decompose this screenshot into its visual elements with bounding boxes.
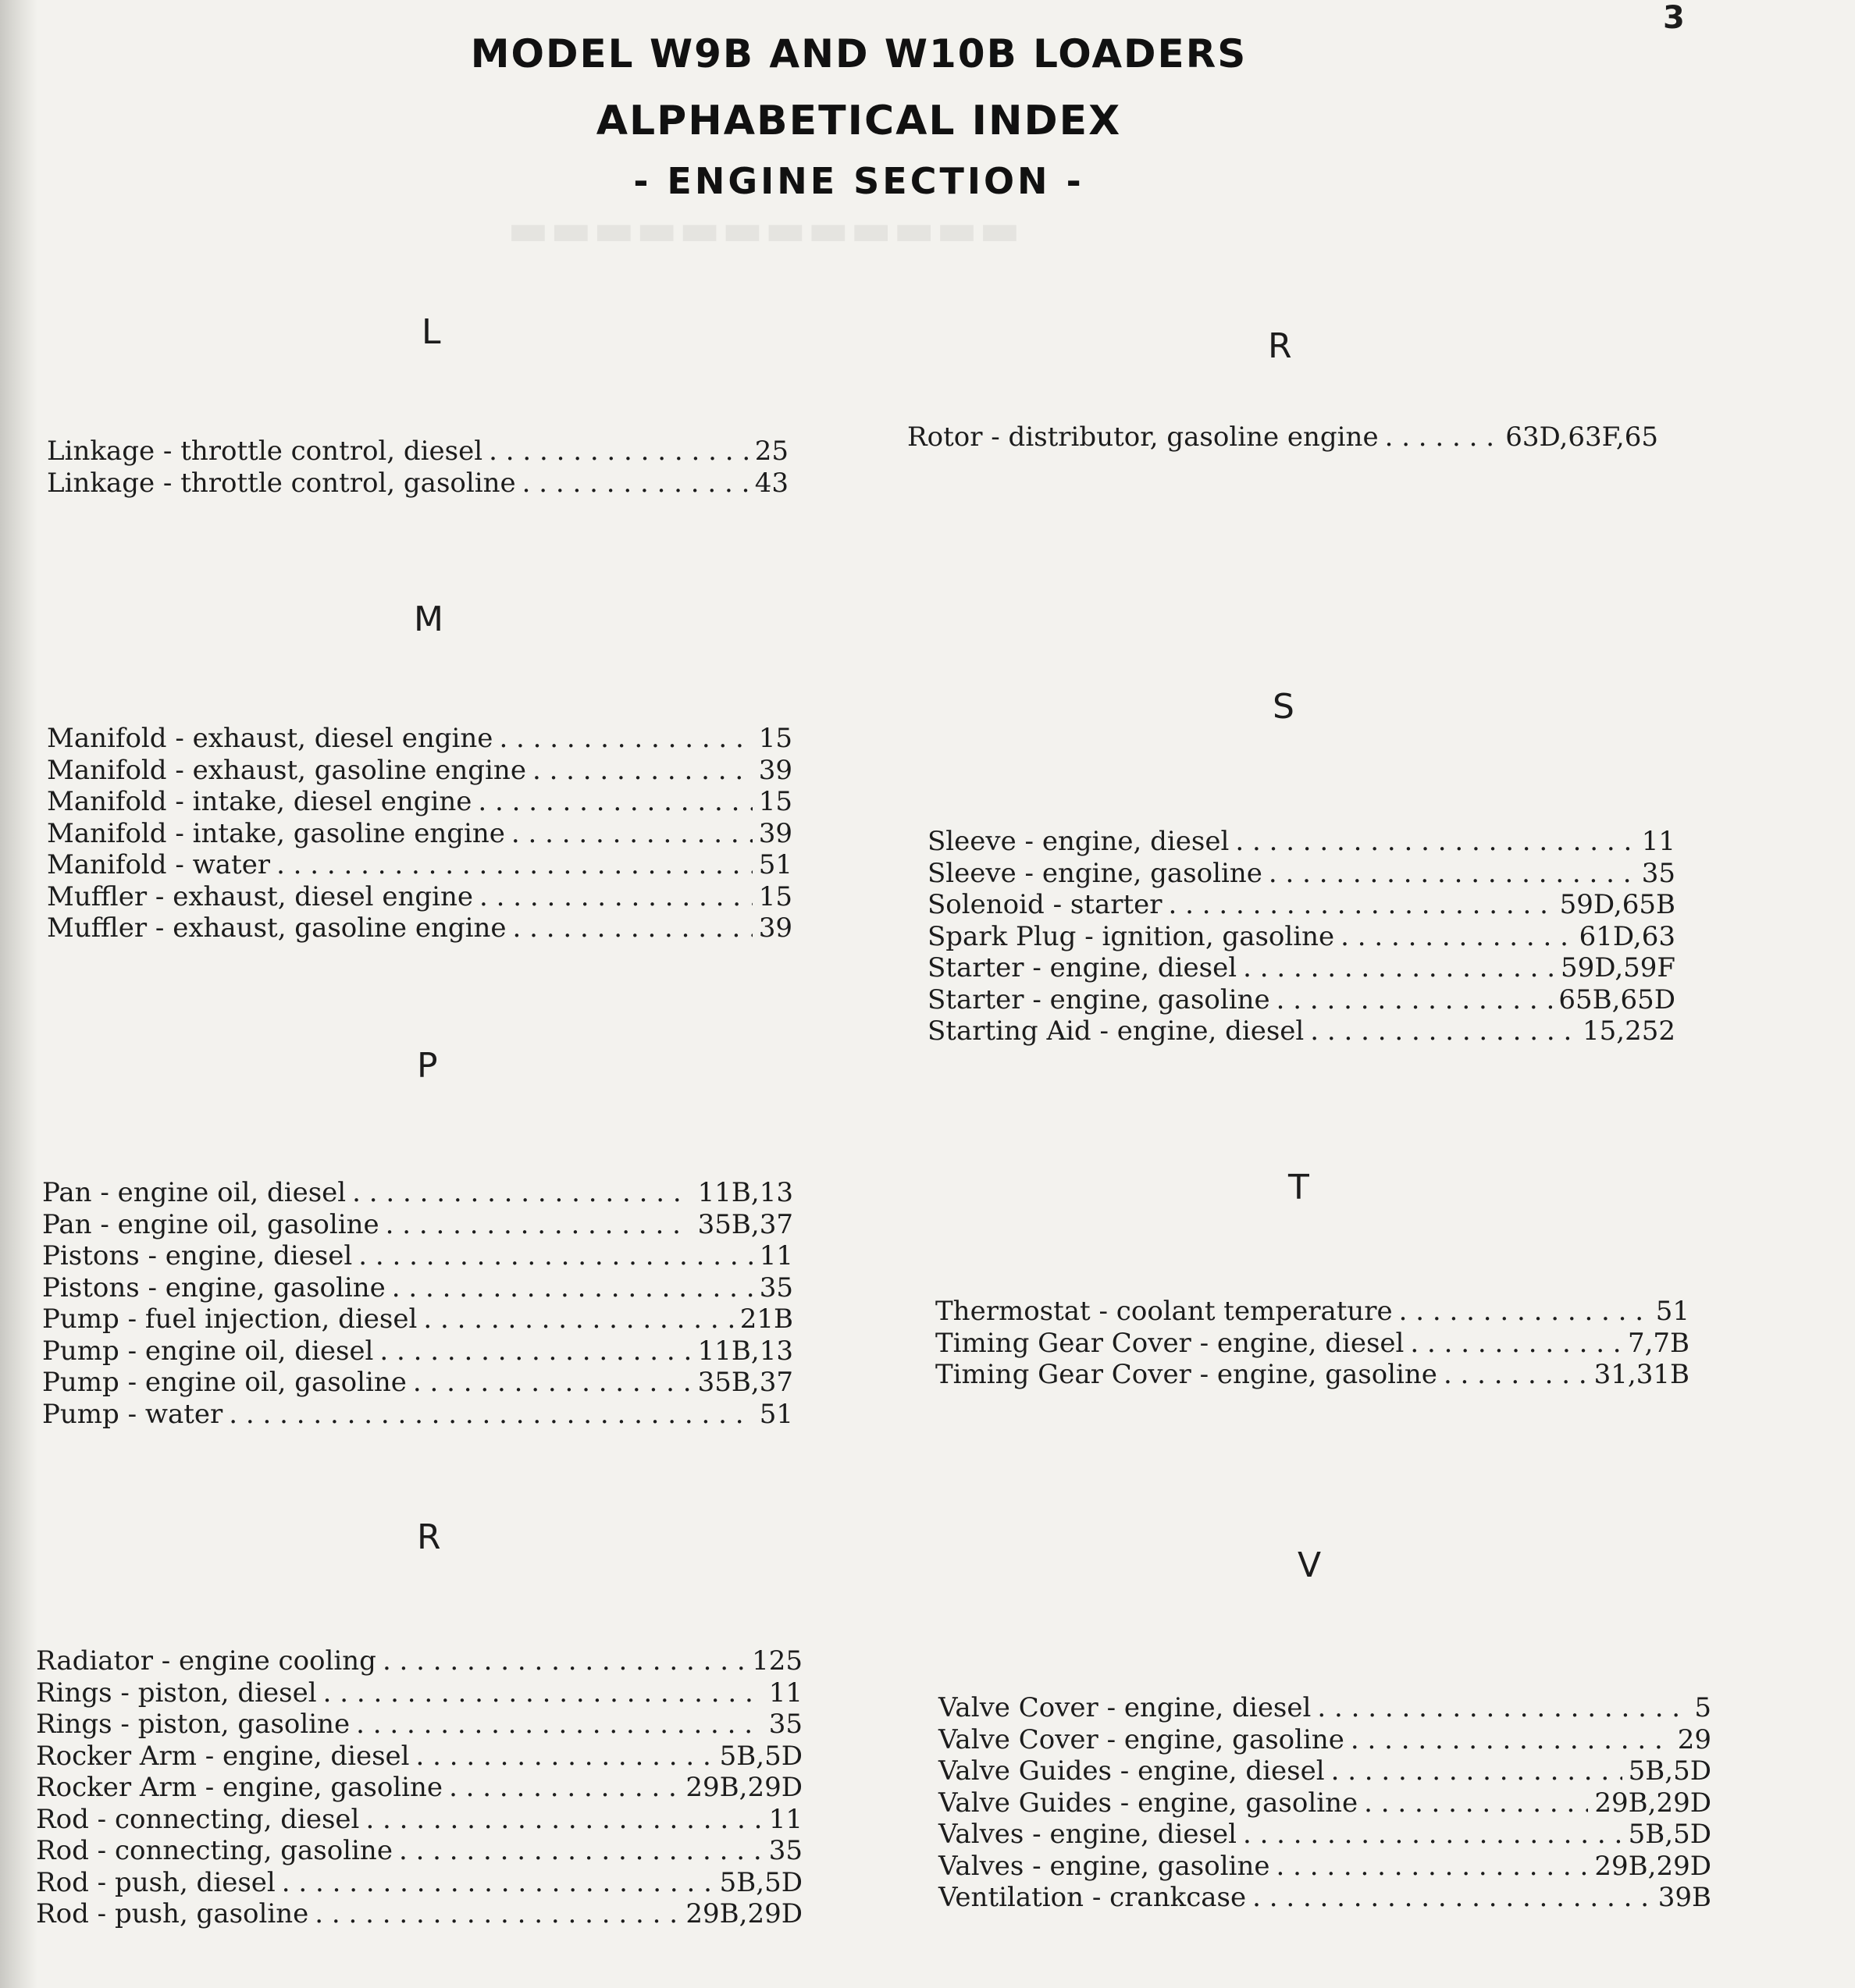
index-entry	[938, 1851, 1711, 1883]
entry-page: 5B,5D	[1628, 1755, 1711, 1787]
entry-page: 11	[759, 1240, 793, 1271]
index-entry	[42, 1240, 793, 1272]
entry-page: 29B,29D	[1594, 1850, 1711, 1882]
entry-text: Pump - water	[42, 1398, 223, 1430]
book-spine-shadow	[0, 0, 37, 1988]
entry-page: 29B,29D	[685, 1772, 803, 1803]
index-entry	[36, 1804, 803, 1836]
entry-page: 7,7B	[1627, 1327, 1689, 1359]
entry-text: Muffler - exhaust, gasoline engine	[47, 912, 507, 944]
entry-text: Ventilation - crankcase	[938, 1882, 1247, 1913]
index-entry	[47, 881, 792, 913]
entry-text: Linkage - throttle control, diesel	[47, 436, 483, 467]
entry-page: 51	[759, 1398, 793, 1430]
index-entry	[36, 1709, 803, 1741]
index-entry	[36, 1835, 803, 1867]
entry-page: 35	[759, 1271, 793, 1303]
index-entry	[42, 1209, 793, 1241]
entry-page: 35B,37	[697, 1208, 793, 1240]
entry-page: 11B,13	[697, 1177, 793, 1208]
entry-text: Rocker Arm - engine, gasoline	[36, 1772, 443, 1803]
section-letter: R	[417, 1517, 441, 1557]
section-letter: P	[417, 1046, 438, 1086]
index-entry	[42, 1367, 793, 1399]
entry-text: Pump - engine oil, diesel	[42, 1335, 374, 1367]
entry-text: Starter - engine, diesel	[928, 952, 1237, 983]
index-entry	[47, 723, 792, 755]
entry-text: Manifold - intake, diesel engine	[47, 786, 472, 817]
entry-text: Timing Gear Cover - engine, diesel	[935, 1327, 1405, 1359]
index-entry	[938, 1724, 1711, 1756]
entry-text: Starting Aid - engine, diesel	[928, 1015, 1305, 1047]
index-entry	[42, 1335, 793, 1367]
entry-text: Sleeve - engine, diesel	[928, 826, 1230, 857]
index-entry	[47, 786, 792, 818]
index-entry	[47, 436, 789, 468]
entry-text: Radiator - engine cooling	[36, 1645, 376, 1677]
entry-page: 29B,29D	[1594, 1787, 1711, 1819]
entry-page: 15	[758, 786, 792, 817]
entry-text: Valve Cover - engine, diesel	[938, 1692, 1312, 1723]
index-entry	[928, 826, 1675, 858]
index-entry	[42, 1272, 793, 1304]
index-entry	[938, 1692, 1711, 1724]
section-letter: M	[414, 599, 443, 639]
index-entry	[928, 952, 1675, 984]
entry-text: Valves - engine, diesel	[938, 1819, 1237, 1850]
entry-text: Rod - connecting, diesel	[36, 1803, 360, 1835]
index-entry	[36, 1677, 803, 1709]
entry-page: 29B,29D	[685, 1898, 803, 1929]
index-entry	[36, 1898, 803, 1930]
entry-text: Manifold - exhaust, diesel engine	[47, 723, 493, 754]
entry-page: 59D,59F	[1561, 952, 1675, 983]
index-entry	[36, 1867, 803, 1899]
entry-page: 35	[768, 1709, 803, 1740]
entry-page: 11	[768, 1677, 803, 1709]
entry-page: 35	[1641, 857, 1675, 889]
entry-page: 25	[754, 436, 789, 467]
entry-page: 61D,63	[1579, 920, 1675, 952]
entry-text: Valve Guides - engine, gasoline	[938, 1787, 1358, 1819]
section-title: - ENGINE SECTION -	[633, 160, 1084, 202]
entry-page: 5	[1694, 1692, 1711, 1723]
section-letter: V	[1298, 1545, 1322, 1585]
entry-text: Linkage - throttle control, gasoline	[47, 467, 516, 499]
index-entry	[928, 858, 1675, 890]
entry-text: Pump - fuel injection, diesel	[42, 1303, 418, 1335]
entry-text: Spark Plug - ignition, gasoline	[928, 920, 1335, 952]
entry-page: 39	[758, 817, 792, 849]
entry-text: Valve Guides - engine, diesel	[938, 1755, 1325, 1787]
entry-text: Valves - engine, gasoline	[938, 1850, 1270, 1882]
entry-page: 5B,5D	[1628, 1819, 1711, 1850]
entry-text: Rotor - distributor, gasoline engine	[907, 421, 1379, 453]
entry-text: Sleeve - engine, gasoline	[928, 857, 1262, 889]
entry-text: Timing Gear Cover - engine, gasoline	[935, 1359, 1437, 1390]
section-letter: R	[1268, 326, 1292, 366]
entry-text: Muffler - exhaust, diesel engine	[47, 880, 473, 912]
index-entry	[36, 1772, 803, 1804]
entry-page: 15	[758, 880, 792, 912]
entry-page: 31,31B	[1593, 1359, 1689, 1390]
index-entry	[928, 1015, 1675, 1047]
section-letter: S	[1273, 687, 1294, 727]
entry-text: Manifold - water	[47, 849, 271, 880]
entry-page: 15	[758, 723, 792, 754]
index-entry	[935, 1296, 1689, 1328]
entry-page: 39B	[1657, 1882, 1711, 1913]
entry-page: 39	[758, 912, 792, 944]
entry-text: Starter - engine, gasoline	[928, 983, 1270, 1015]
show-through-text: ▬▬▬▬▬▬▬▬▬▬▬▬	[507, 211, 1022, 261]
entry-page: 39	[758, 754, 792, 786]
entry-text: Pan - engine oil, diesel	[42, 1177, 347, 1208]
index-entry	[935, 1328, 1689, 1360]
index-entry	[938, 1755, 1711, 1787]
entry-text: Rings - piston, diesel	[36, 1677, 317, 1709]
entry-page: 43	[754, 467, 789, 499]
index-entry	[47, 849, 792, 881]
entry-page: 59D,65B	[1559, 889, 1675, 920]
section-letter: T	[1288, 1168, 1309, 1207]
entry-text: Pump - engine oil, gasoline	[42, 1367, 407, 1398]
index-entry	[47, 818, 792, 850]
index-entry	[36, 1645, 803, 1677]
index-entry	[928, 921, 1675, 953]
entry-page: 35B,37	[697, 1367, 793, 1398]
entry-text: Rod - push, diesel	[36, 1866, 276, 1898]
entry-page: 15,252	[1583, 1015, 1675, 1047]
page-number: 3	[1663, 0, 1685, 36]
entry-page: 11	[1641, 826, 1675, 857]
index-entry	[42, 1399, 793, 1431]
entry-page: 35	[768, 1835, 803, 1866]
entry-page: 21B	[739, 1303, 793, 1335]
index-entry	[935, 1359, 1689, 1391]
entry-text: Pistons - engine, gasoline	[42, 1271, 386, 1303]
index-entry	[938, 1819, 1711, 1851]
index-entry	[42, 1303, 793, 1335]
index-entry	[47, 468, 789, 500]
entry-text: Pan - engine oil, gasoline	[42, 1208, 379, 1240]
entry-page: 5B,5D	[719, 1866, 803, 1898]
index-entry	[928, 984, 1675, 1016]
index-title: ALPHABETICAL INDEX	[596, 98, 1122, 144]
entry-page: 51	[758, 849, 792, 880]
entry-text: Rod - push, gasoline	[36, 1898, 309, 1929]
entry-text: Manifold - intake, gasoline engine	[47, 817, 505, 849]
index-entry	[47, 755, 792, 787]
entry-page: 11	[768, 1803, 803, 1835]
index-entry	[907, 421, 1658, 453]
entry-text: Valve Cover - engine, gasoline	[938, 1723, 1344, 1755]
entry-text: Thermostat - coolant temperature	[935, 1296, 1393, 1327]
entry-text: Rings - piston, gasoline	[36, 1709, 351, 1740]
entry-page: 65B,65D	[1558, 983, 1675, 1015]
index-entry	[938, 1787, 1711, 1819]
entry-page: 125	[752, 1645, 803, 1677]
entry-text: Solenoid - starter	[928, 889, 1162, 920]
document-title: MODEL W9B AND W10B LOADERS	[470, 31, 1248, 76]
entry-page: 29	[1677, 1723, 1711, 1755]
entry-text: Pistons - engine, diesel	[42, 1240, 353, 1271]
entry-page: 51	[1655, 1296, 1689, 1327]
entry-page: 5B,5D	[719, 1740, 803, 1772]
index-entry	[928, 889, 1675, 921]
index-entry	[47, 912, 792, 944]
entry-text: Rod - connecting, gasoline	[36, 1835, 393, 1866]
entry-page: 11B,13	[697, 1335, 793, 1367]
entry-text: Rocker Arm - engine, diesel	[36, 1740, 410, 1772]
index-entry	[938, 1882, 1711, 1914]
index-entry	[36, 1741, 803, 1773]
entry-text: Manifold - exhaust, gasoline engine	[47, 754, 526, 786]
section-letter: L	[422, 312, 441, 352]
index-entry	[42, 1177, 793, 1209]
entry-page: 63D,63F,65	[1505, 421, 1658, 453]
